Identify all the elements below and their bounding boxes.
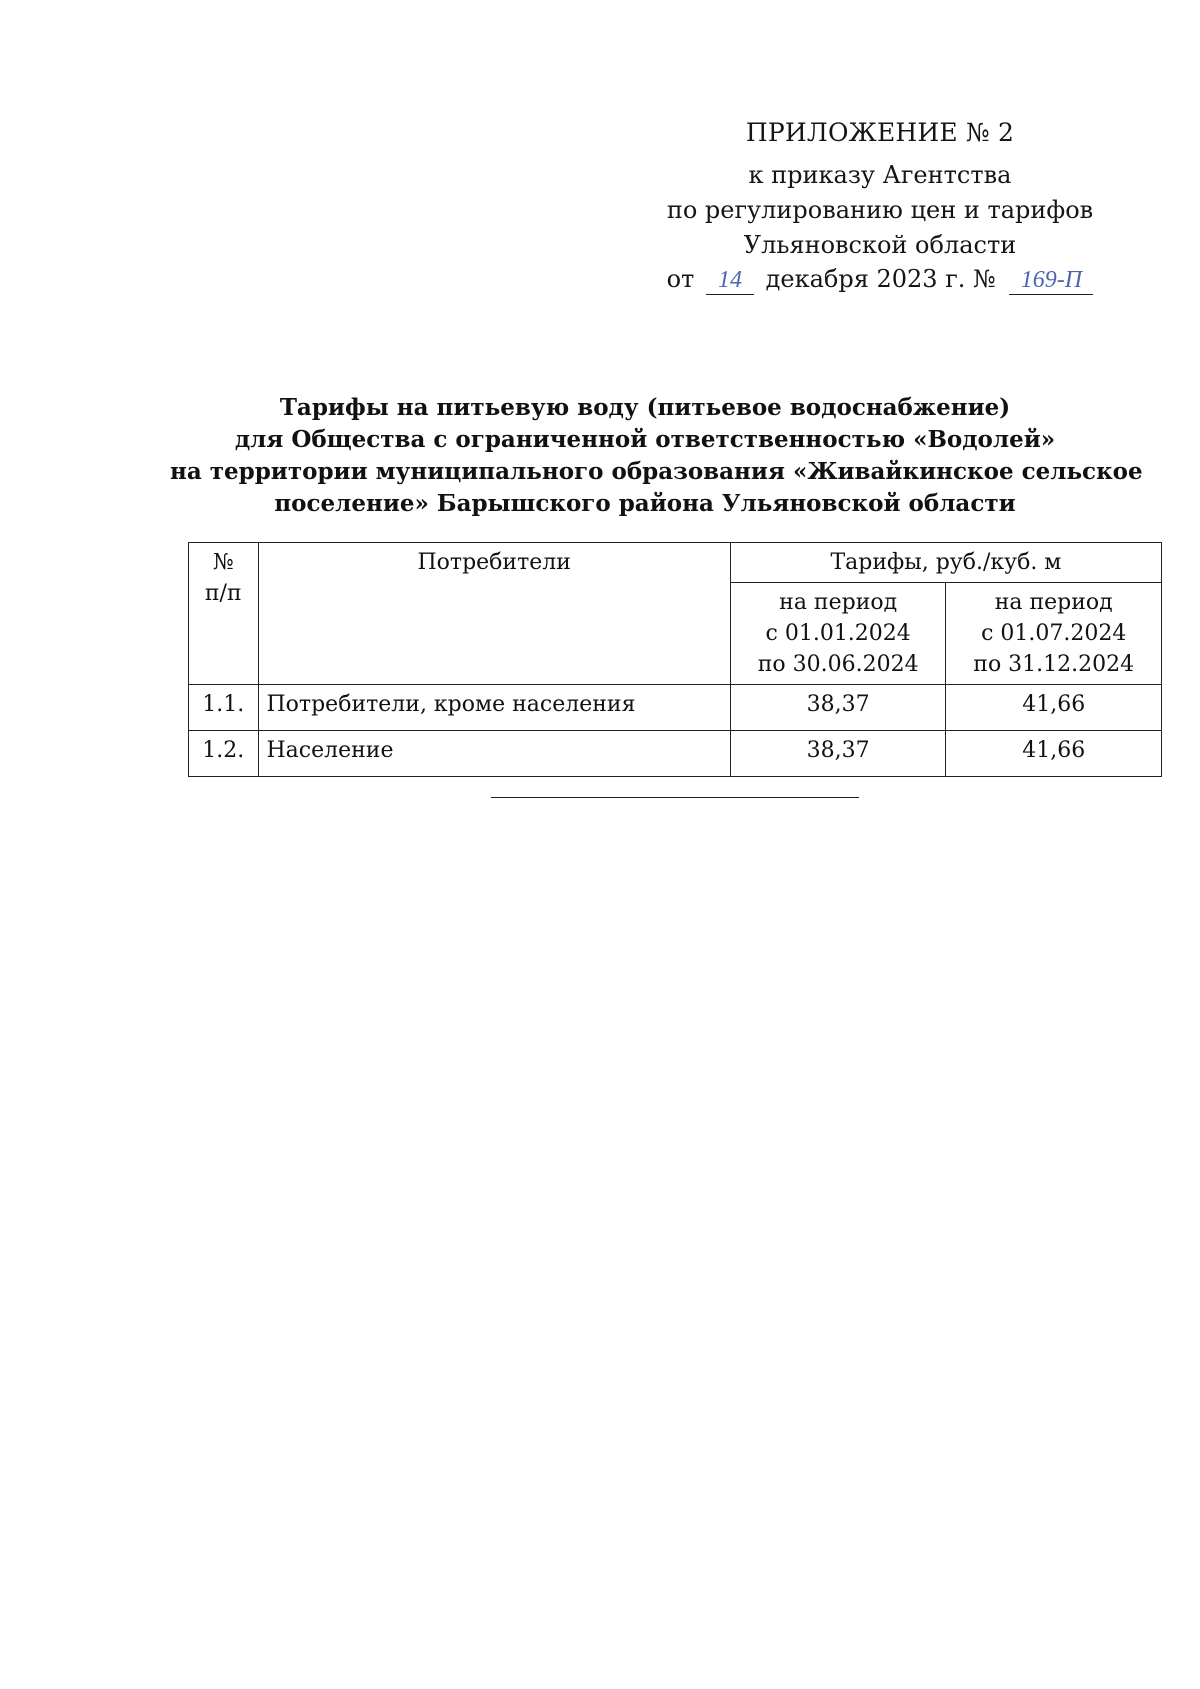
heading-line-1: Тарифы на питьевую воду (питьевое водоснабжение) — [279, 394, 1011, 421]
header-num — [189, 543, 259, 685]
row-consumer: Потребители, кроме населения — [258, 685, 730, 731]
row-tariff-2: 41,66 — [946, 731, 1162, 777]
appendix-date-line — [600, 264, 1160, 295]
date-middle: декабря 2023 г. № — [765, 265, 996, 293]
period-2-line-3: по 31.12.2024 — [973, 652, 1135, 677]
table-row — [189, 731, 1162, 777]
row-tariff-1: 38,37 — [730, 685, 946, 731]
date-prefix: от — [666, 265, 695, 293]
header-tariffs: Тарифы, руб./куб. м — [730, 543, 1161, 583]
header-period-2 — [946, 583, 1162, 685]
handwritten-order-number: 169-П — [1009, 268, 1093, 295]
handwritten-day: 14 — [706, 268, 754, 295]
table-row — [189, 685, 1162, 731]
period-1-line-3: по 30.06.2024 — [757, 652, 919, 677]
row-tariff-2: 41,66 — [946, 685, 1162, 731]
heading-line-4: поселение» Барышского района Ульяновской области — [274, 490, 1016, 517]
header-consumers: Потребители — [258, 543, 730, 685]
row-num: 1.2. — [189, 731, 259, 777]
period-1-line-2: с 01.01.2024 — [765, 621, 911, 646]
header-period-1 — [730, 583, 946, 685]
end-separator-line — [491, 797, 859, 798]
document-heading — [170, 392, 1143, 520]
header-num-pp: п/п — [204, 581, 242, 606]
appendix-line-3: Ульяновской области — [743, 231, 1017, 259]
appendix-title: ПРИЛОЖЕНИЕ № 2 — [745, 118, 1015, 147]
period-2-line-1: на период — [994, 590, 1113, 615]
appendix-line-2: по регулированию цен и тарифов — [666, 196, 1094, 224]
row-consumer: Население — [258, 731, 730, 777]
tariffs-table — [188, 542, 1162, 777]
table-header-row-1 — [189, 543, 1162, 583]
header-num-symbol: № — [212, 550, 234, 575]
period-2-line-2: с 01.07.2024 — [981, 621, 1127, 646]
row-tariff-1: 38,37 — [730, 731, 946, 777]
heading-line-2: для Общества с ограниченной ответственностью «Водолей» — [234, 426, 1056, 453]
row-num: 1.1. — [189, 685, 259, 731]
appendix-line-1: к приказу Агентства — [748, 161, 1012, 189]
heading-line-3: на территории муниципального образования «Живайкинское сельское — [170, 458, 1143, 485]
period-1-line-1: на период — [779, 590, 898, 615]
